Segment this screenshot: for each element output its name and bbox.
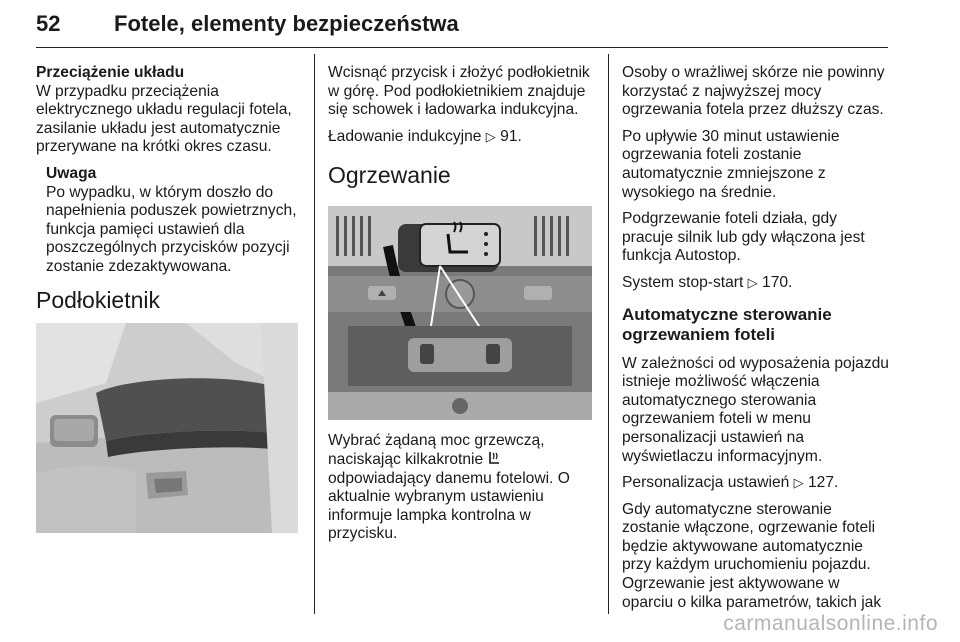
personalization-reference: Personalizacja ustawień ▷ 127. [622, 474, 839, 492]
overload-heading: Przeciążenie układu [36, 64, 185, 81]
charging-reference: Ładowanie indukcyjne ▷ 91. [328, 127, 522, 145]
watermark: carmanualsonline.info [723, 612, 938, 635]
chapter-title: Fotele, elementy bezpieczeństwa [114, 11, 459, 36]
page-header [36, 8, 888, 48]
ref-arrow-icon: ▷ [747, 274, 758, 290]
overload-text: W przypadku przeciążenia elektrycznego układu regulacji fotela, zasilanie układu jest automatycznie przerywane na krótki okres czasu. [36, 82, 292, 156]
heating-heading: Ogrzewanie [328, 162, 451, 189]
column-3 [622, 64, 892, 620]
page-number: 52 [36, 11, 61, 36]
seat-heating-illustration [328, 206, 592, 420]
header-rule [36, 47, 888, 48]
column-divider [608, 54, 609, 614]
note-title: Uwaga [46, 164, 97, 182]
auto-heating-text: W zależności od wyposażenia pojazdu istnieje możliwość włączenia automatycznego sterowania ogrzewaniem foteli w menu personalizacji ustawień na wyświetlaczu informacyjnym. [622, 354, 889, 465]
heating-instructions: Wybrać żądaną moc grzewczą, naciskając kilkakrotnie odpowiadający danemu fotelowi. O aktualnie wybranym ustawieniu informuje lampka kontrolna w przycisku. [328, 432, 570, 543]
sensitive-skin-text: Osoby o wrażliwej skórze nie powinny korzystać z najwyższej mocy ogrzewania fotela przez dłuższy czas. [622, 64, 885, 119]
ref-arrow-icon: ▷ [793, 475, 804, 491]
armrest-illustration [36, 323, 298, 533]
armrest-text: Wcisnąć przycisk i złożyć podłokietnik w górę. Pod podłokietnikiem znajduje się schowek i ładowarka indukcyjna. [328, 64, 590, 119]
ref-arrow-icon: ▷ [485, 128, 496, 144]
column-2 [328, 64, 596, 552]
auto-heating-heading: Automatyczne sterowanie ogrzewaniem foteli [622, 304, 832, 344]
auto-reduce-text: Po upływie 30 minut ustawienie ogrzewania foteli zostanie automatycznie zmniejszone z wysokiego na średnie. [622, 127, 840, 201]
note-text: Po wypadku, w którym doszło do napełnienia poduszek powietrznych, funkcja pamięci ustawień dla poszczególnych przycisków pozycji zostanie zdezaktywowana. [46, 183, 297, 275]
seat-heating-icon [487, 451, 501, 468]
armrest-photo [36, 323, 298, 533]
heating-condition-text: Podgrzewanie foteli działa, gdy pracuje silnik lub gdy włączona jest funkcja Autostop. [622, 210, 865, 265]
armrest-heading: Podłokietnik [36, 286, 161, 313]
note-box [36, 165, 302, 277]
auto-active-text: Gdy automatyczne sterowanie zostanie włączone, ogrzewanie foteli będzie aktywowane automatycznie przy każdym uruchomieniu pojazdu. Ogrzewanie jest aktywowane w oparciu o kilka parametrów, takich jak [622, 500, 882, 611]
column-1 [36, 64, 302, 533]
stop-start-reference: System stop-start ▷ 170. [622, 273, 793, 291]
console-photo [328, 206, 592, 420]
column-divider [314, 54, 315, 614]
